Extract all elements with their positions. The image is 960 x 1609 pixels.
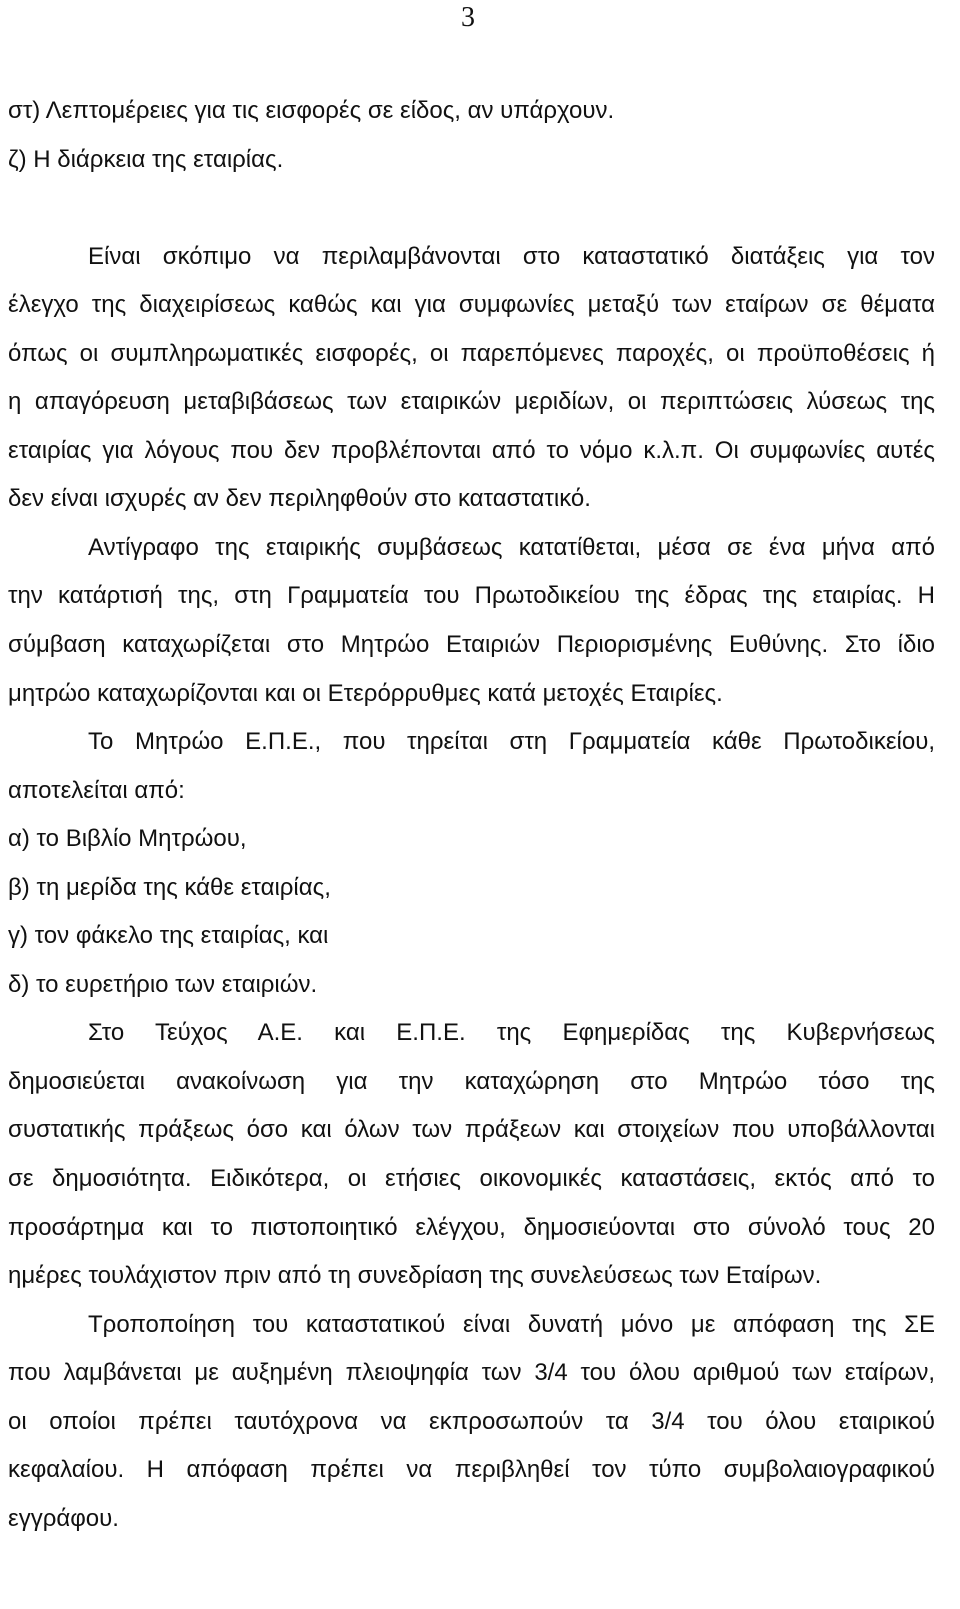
text-line: συστατικής πράξεως όσο και όλων των πράξεων και στοιχείων που υποβάλλονται (8, 1116, 935, 1144)
text-line: προσάρτημα και το πιστοποιητικό ελέγχου, δημοσιεύονται στο σύνολό τους 20 (8, 1213, 935, 1241)
text-line: οι οποίοι πρέπει ταυτόχρονα να εκπροσωπούν τα 3/4 του όλου εταιρικού (8, 1407, 935, 1435)
text-line: δεν είναι ισχυρές αν δεν περιληφθούν στο καταστατικό. (8, 485, 591, 513)
text-line: που λαμβάνεται με αυξημένη πλειοψηφία των 3/4 του όλου αριθμού των εταίρων, (8, 1359, 935, 1387)
text-line: κεφαλαίου. Η απόφαση πρέπει να περιβληθεί τον τύπο συμβολαιογραφικού (8, 1456, 935, 1484)
text-line: σύμβαση καταχωρίζεται στο Μητρώο Εταιριών Περιορισμένης Ευθύνης. Στο ίδιο (8, 631, 935, 659)
text-line: δημοσιεύεται ανακοίνωση για την καταχώρηση στο Μητρώο τόσο της (8, 1067, 935, 1095)
text-line: την κατάρτισή της, στη Γραμματεία του Πρωτοδικείου της έδρας της εταιρίας. Η (8, 582, 935, 610)
text-line: α) το Βιβλίο Μητρώου, (8, 825, 247, 853)
page-number: 3 (461, 2, 475, 33)
text-line: Είναι σκόπιμο να περιλαμβάνονται στο καταστατικό διατάξεις για τον (88, 242, 935, 270)
text-line: δ) το ευρετήριο των εταιριών. (8, 970, 318, 998)
text-line: ημέρες τουλάχιστον πριν από τη συνεδρίαση της συνελεύσεως των Εταίρων. (8, 1262, 822, 1290)
text-line: όπως οι συμπληρωματικές εισφορές, οι παρεπόμενες παροχές, οι προϋποθέσεις ή (8, 339, 935, 367)
text-line: Στο Τεύχος Α.Ε. και Ε.Π.Ε. της Εφημερίδας της Κυβερνήσεως (88, 1019, 935, 1047)
text-line: εγγράφου. (8, 1504, 119, 1532)
text-line: γ) τον φάκελο της εταιρίας, και (8, 922, 329, 950)
text-line: Το Μητρώο Ε.Π.Ε., που τηρείται στη Γραμματεία κάθε Πρωτοδικείου, (88, 728, 935, 756)
text-line: στ) Λεπτομέρειες για τις εισφορές σε είδος, αν υπάρχουν. (8, 97, 615, 124)
text-line: η απαγόρευση μεταβιβάσεως των εταιρικών μεριδίων, οι περιπτώσεις λύσεως της (8, 388, 935, 416)
paragraph-gap (8, 184, 935, 233)
document-body (8, 87, 935, 1543)
text-line: μητρώο καταχωρίζονται και οι Ετερόρρυθμες κατά μετοχές Εταιρίες. (8, 679, 723, 707)
text-line: Τροποποίηση του καταστατικού είναι δυνατή μόνο με απόφαση της ΣΕ (88, 1310, 935, 1338)
text-line: β) τη μερίδα της κάθε εταιρίας, (8, 873, 331, 901)
text-line: Αντίγραφο της εταιρικής συμβάσεως κατατίθεται, μέσα σε ένα μήνα από (88, 533, 935, 561)
text-line: ζ) Η διάρκεια της εταιρίας. (8, 145, 284, 173)
text-line: εταιρίας για λόγους που δεν προβλέπονται από το νόμο κ.λ.π. Οι συμφωνίες αυτές (8, 436, 935, 464)
text-line: αποτελείται από: (8, 776, 185, 804)
text-line: σε δημοσιότητα. Ειδικότερα, οι ετήσιες οικονομικές καταστάσεις, εκτός από το (8, 1165, 935, 1193)
text-line: έλεγχο της διαχειρίσεως καθώς και για συμφωνίες μεταξύ των εταίρων σε θέματα (8, 291, 935, 319)
